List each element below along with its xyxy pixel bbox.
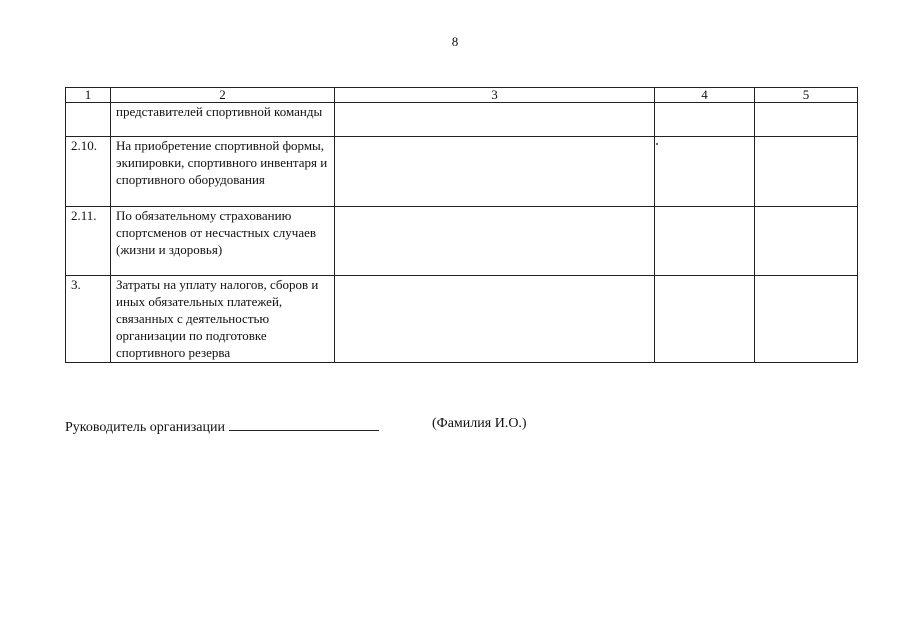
table-row: [66, 103, 858, 137]
column-header-1: 1: [66, 88, 111, 103]
row-cell-4[interactable]: [655, 103, 755, 137]
name-hint: (Фамилия И.О.): [432, 416, 527, 431]
signature-line[interactable]: [229, 416, 379, 431]
row-description: По обязательному страхованию спортсменов от несчастных случаев (жизни и здоровья): [111, 207, 335, 276]
row-cell-5[interactable]: [755, 276, 858, 363]
row-cell-4[interactable]: [655, 276, 755, 363]
row-number: 2.10.: [66, 137, 111, 207]
row-cell-5[interactable]: [755, 137, 858, 207]
signature-label: Руководитель организации: [65, 420, 225, 435]
row-cell-3[interactable]: [335, 207, 655, 276]
row-description: представителей спортивной команды: [111, 103, 335, 137]
row-cell-4[interactable]: [655, 207, 755, 276]
row-cell-5[interactable]: [755, 103, 858, 137]
scan-speck: [656, 143, 658, 145]
table-row: [66, 207, 858, 276]
row-number: [66, 103, 111, 137]
row-cell-3[interactable]: [335, 137, 655, 207]
column-header-5: 5: [755, 88, 858, 103]
page-number: 8: [451, 34, 459, 49]
table-row: [66, 137, 858, 207]
budget-table: [65, 87, 858, 363]
row-cell-5[interactable]: [755, 207, 858, 276]
row-number: 2.11.: [66, 207, 111, 276]
column-header-3: 3: [335, 88, 655, 103]
column-header-4: 4: [655, 88, 755, 103]
signature-block: [65, 416, 527, 436]
row-cell-3[interactable]: [335, 276, 655, 363]
column-header-2: 2: [111, 88, 335, 103]
table-row: [66, 276, 858, 363]
row-number: 3.: [66, 276, 111, 363]
row-cell-4[interactable]: [655, 137, 755, 207]
row-description: Затраты на уплату налогов, сборов и иных обязательных платежей, связанных с деятельностью организации по подготовке спортивного резерва: [111, 276, 335, 363]
row-description: На приобретение спортивной формы, экипировки, спортивного инвентаря и спортивного оборудования: [111, 137, 335, 207]
row-cell-3[interactable]: [335, 103, 655, 137]
table-header-row: [66, 88, 858, 103]
